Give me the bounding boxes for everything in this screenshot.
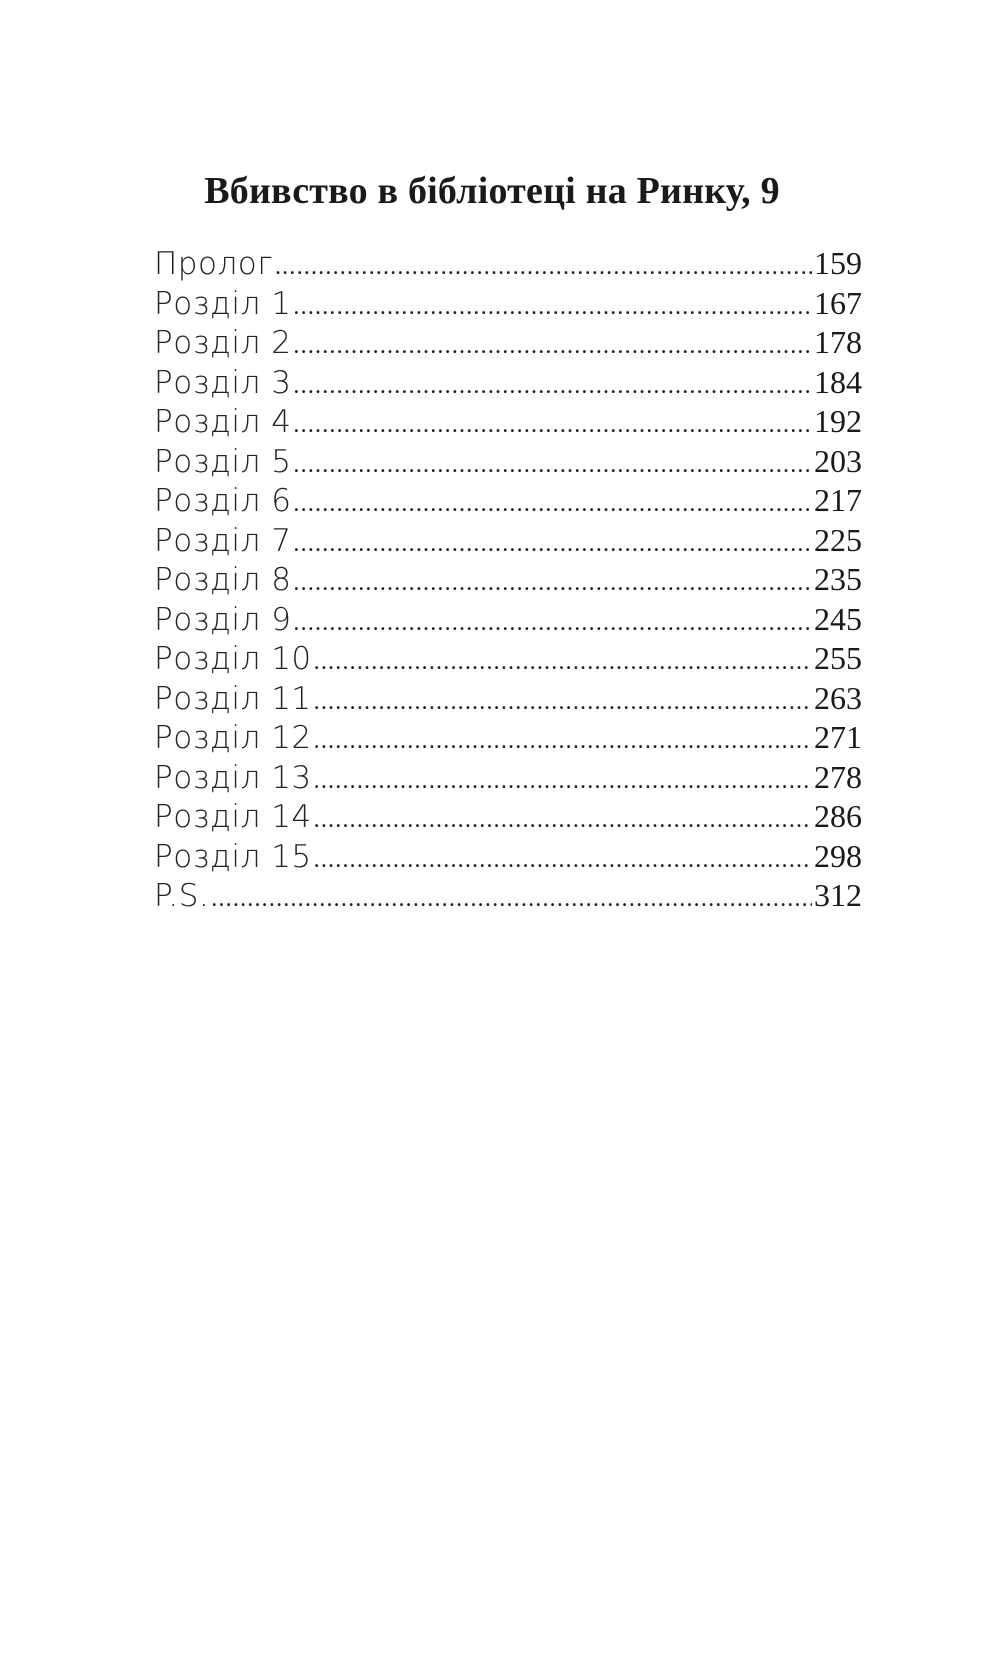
dot-leader bbox=[314, 762, 812, 802]
toc-entry bbox=[154, 758, 862, 798]
dot-leader bbox=[275, 248, 812, 288]
toc-entry bbox=[154, 679, 862, 719]
toc-entry-page: 286 bbox=[814, 798, 862, 834]
toc-entry-page: 203 bbox=[814, 442, 862, 479]
dot-leader bbox=[314, 683, 812, 723]
toc-entry-page: 298 bbox=[814, 837, 862, 874]
dot-leader bbox=[314, 841, 812, 881]
toc-entry-label: Розділ 15 bbox=[154, 838, 312, 875]
toc-entry-page: 263 bbox=[814, 679, 862, 716]
toc-entry bbox=[154, 639, 862, 679]
toc-entry-label: Розділ 3 bbox=[154, 364, 292, 401]
toc-entry-label: Розділ 14 bbox=[154, 799, 312, 835]
toc-entry-label: Розділ 13 bbox=[154, 759, 312, 796]
toc-entry bbox=[154, 521, 862, 561]
dot-leader bbox=[293, 564, 812, 604]
dot-leader bbox=[293, 604, 812, 644]
toc-entry-label: Розділ 2 bbox=[154, 325, 292, 361]
toc-entry bbox=[154, 323, 862, 363]
toc-entry bbox=[154, 481, 862, 521]
toc-entry-page: 235 bbox=[814, 561, 862, 597]
dot-leader bbox=[293, 525, 812, 565]
dot-leader bbox=[293, 485, 812, 525]
dot-leader bbox=[293, 327, 812, 367]
dot-leader bbox=[293, 288, 812, 328]
toc-entry-page: 225 bbox=[814, 521, 862, 558]
toc-entry-page: 271 bbox=[814, 719, 862, 755]
toc-entry-label: Розділ 11 bbox=[154, 680, 312, 717]
toc-entry-page: 192 bbox=[814, 403, 862, 439]
toc-entry-page: 167 bbox=[814, 284, 862, 321]
toc-entry-label: Розділ 1 bbox=[154, 285, 292, 322]
dot-leader bbox=[314, 643, 812, 683]
toc-entry-page: 255 bbox=[814, 640, 862, 676]
toc-entry bbox=[154, 442, 862, 482]
toc-entry bbox=[154, 797, 862, 837]
toc-entry bbox=[154, 837, 862, 877]
toc-entry-label: Розділ 6 bbox=[154, 483, 292, 519]
toc-entry-label: Розділ 10 bbox=[154, 641, 312, 677]
toc-entry bbox=[154, 363, 862, 403]
toc-entry-label: Розділ 7 bbox=[154, 522, 292, 559]
dot-leader bbox=[293, 446, 812, 486]
toc-entry bbox=[154, 560, 862, 600]
toc-entry bbox=[154, 284, 862, 324]
toc-entry-label: Розділ 12 bbox=[154, 720, 312, 756]
dot-leader bbox=[293, 406, 812, 446]
toc-entry-label: P.S. bbox=[154, 878, 210, 914]
dot-leader bbox=[211, 880, 812, 920]
toc-entry-label: Пролог bbox=[154, 246, 273, 282]
toc-entry-label: Розділ 9 bbox=[154, 601, 292, 638]
toc-entry bbox=[154, 876, 862, 916]
toc-entry-page: 278 bbox=[814, 758, 862, 795]
toc-entry-label: Розділ 5 bbox=[154, 443, 292, 480]
page-title: Вбивство в бібліотеці на Ринку, 9 bbox=[204, 170, 780, 212]
toc-entry-page: 245 bbox=[814, 600, 862, 637]
dot-leader bbox=[314, 722, 812, 762]
table-of-contents bbox=[154, 244, 862, 916]
toc-entry-page: 159 bbox=[814, 245, 862, 281]
toc-entry-label: Розділ 8 bbox=[154, 562, 292, 598]
toc-entry-page: 217 bbox=[814, 482, 862, 518]
toc-entry bbox=[154, 244, 862, 284]
toc-entry bbox=[154, 600, 862, 640]
dot-leader bbox=[293, 367, 812, 407]
toc-entry-page: 178 bbox=[814, 324, 862, 360]
dot-leader bbox=[314, 801, 812, 841]
toc-entry bbox=[154, 718, 862, 758]
toc-entry-label: Розділ 4 bbox=[154, 404, 292, 440]
toc-entry-page: 184 bbox=[814, 363, 862, 400]
toc-entry bbox=[154, 402, 862, 442]
toc-entry-page: 312 bbox=[814, 877, 862, 913]
